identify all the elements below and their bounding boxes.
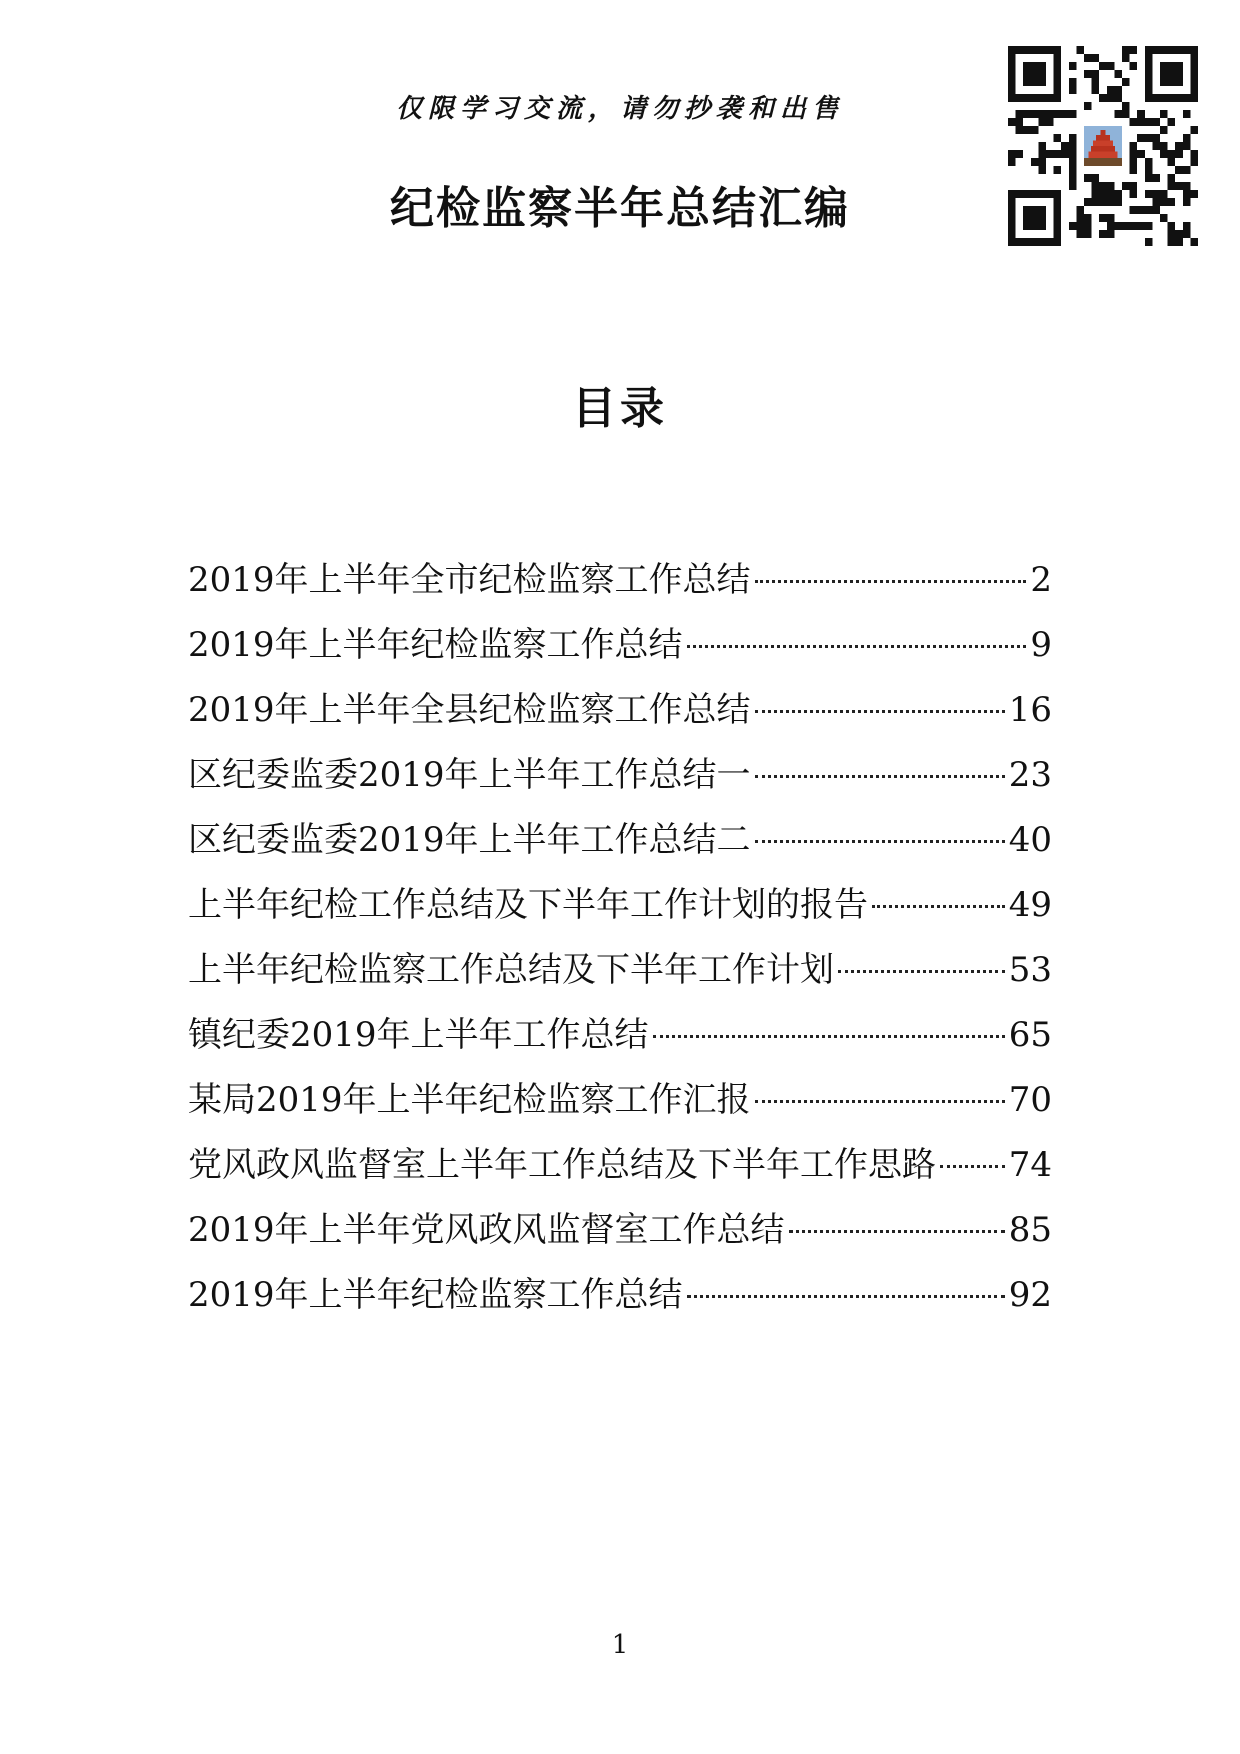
toc-dot-leader <box>755 710 1005 713</box>
toc-dot-leader <box>755 840 1005 843</box>
toc-entry-page: 2 <box>1030 560 1052 600</box>
copyright-notice: 仅限学习交流，请勿抄袭和出售 <box>395 94 844 124</box>
toc-entry[interactable] <box>188 552 1052 617</box>
toc-dot-leader <box>755 775 1005 778</box>
toc-entry[interactable] <box>188 1007 1052 1072</box>
toc-dot-leader <box>838 970 1005 973</box>
toc-entry-title: 上半年纪检工作总结及下半年工作计划的报告 <box>188 885 868 925</box>
table-of-contents <box>188 552 1052 1332</box>
toc-entry-title: 上半年纪检监察工作总结及下半年工作计划 <box>188 950 834 990</box>
toc-entry-title: 区纪委监委2019年上半年工作总结二 <box>188 820 751 860</box>
toc-dot-leader <box>755 580 1027 583</box>
toc-entry-page: 49 <box>1008 885 1052 925</box>
toc-entry-title: 某局2019年上半年纪检监察工作汇报 <box>188 1080 751 1120</box>
toc-entry[interactable] <box>188 1137 1052 1202</box>
toc-entry[interactable] <box>188 877 1052 942</box>
toc-entry[interactable] <box>188 682 1052 747</box>
toc-entry[interactable] <box>188 1267 1052 1332</box>
toc-dot-leader <box>687 645 1027 648</box>
toc-entry-title: 2019年上半年全市纪检监察工作总结 <box>188 560 751 600</box>
toc-entry-page: 16 <box>1008 690 1052 730</box>
toc-entry[interactable] <box>188 747 1052 812</box>
toc-dot-leader <box>653 1035 1005 1038</box>
toc-entry-page: 70 <box>1008 1080 1052 1120</box>
toc-entry-page: 9 <box>1030 625 1052 665</box>
toc-entry-title: 2019年上半年纪检监察工作总结 <box>188 625 683 665</box>
toc-entry[interactable] <box>188 1072 1052 1137</box>
toc-entry[interactable] <box>188 812 1052 877</box>
toc-entry-title: 党风政风监督室上半年工作总结及下半年工作思路 <box>188 1145 936 1185</box>
toc-entry-title: 2019年上半年全县纪检监察工作总结 <box>188 690 751 730</box>
toc-entry-title: 区纪委监委2019年上半年工作总结一 <box>188 755 751 795</box>
toc-heading: 目录 <box>572 383 668 434</box>
toc-entry-page: 85 <box>1008 1210 1052 1250</box>
toc-entry-page: 53 <box>1008 950 1052 990</box>
pagoda-logo-icon <box>1080 122 1126 170</box>
qr-code-icon <box>1008 46 1198 246</box>
toc-entry[interactable] <box>188 617 1052 682</box>
toc-entry-title: 镇纪委2019年上半年工作总结 <box>188 1015 649 1055</box>
toc-dot-leader <box>940 1165 1005 1168</box>
toc-dot-leader <box>755 1100 1005 1103</box>
page-number: 1 <box>611 1630 629 1660</box>
toc-entry-page: 23 <box>1008 755 1052 795</box>
document-title: 纪检监察半年总结汇编 <box>390 183 850 234</box>
toc-entry-title: 2019年上半年纪检监察工作总结 <box>188 1275 683 1315</box>
toc-entry[interactable] <box>188 1202 1052 1267</box>
toc-entry-page: 40 <box>1008 820 1052 860</box>
toc-dot-leader <box>872 905 1005 908</box>
toc-entry-page: 65 <box>1008 1015 1052 1055</box>
toc-entry[interactable] <box>188 942 1052 1007</box>
toc-entry-page: 74 <box>1008 1145 1052 1185</box>
toc-entry-page: 92 <box>1008 1275 1052 1315</box>
toc-dot-leader <box>687 1295 1005 1298</box>
toc-dot-leader <box>789 1230 1005 1233</box>
toc-entry-title: 2019年上半年党风政风监督室工作总结 <box>188 1210 785 1250</box>
